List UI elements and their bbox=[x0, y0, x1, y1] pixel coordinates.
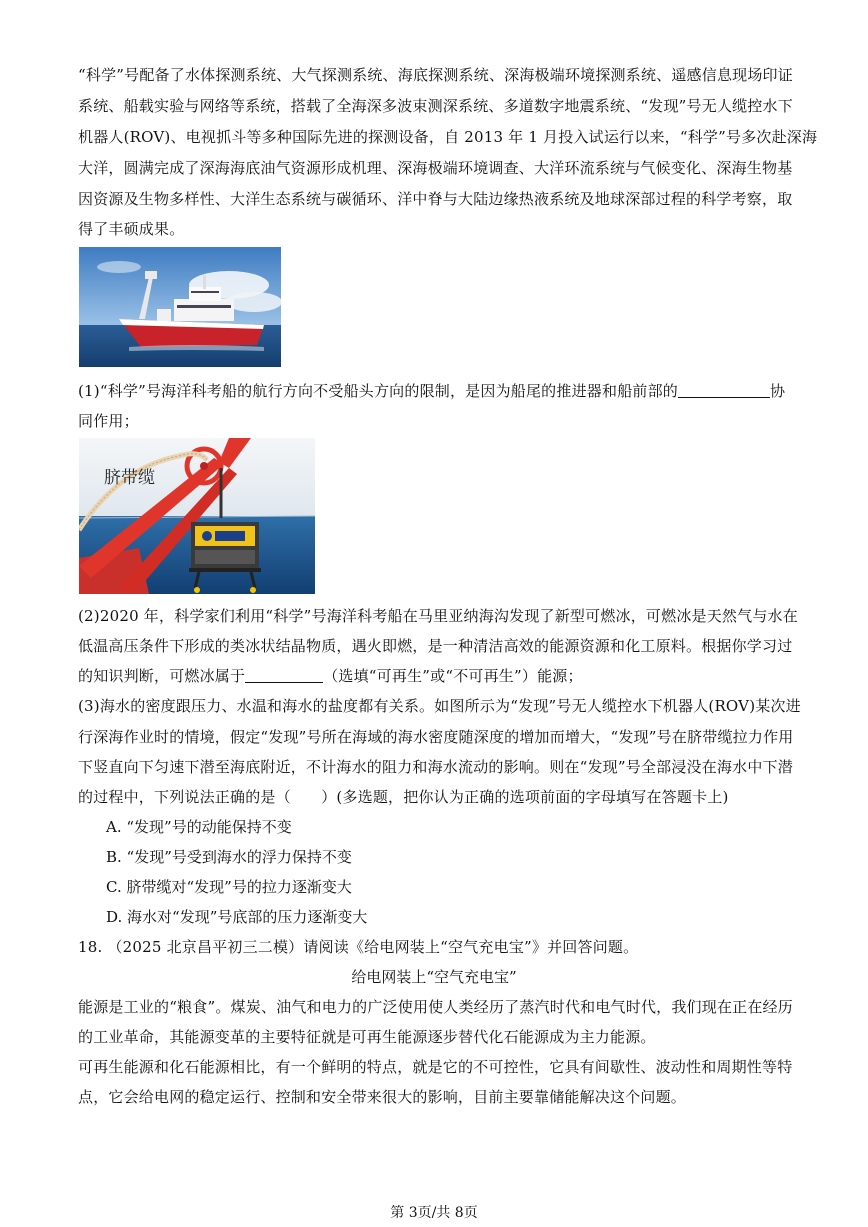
intro-line-5: 因资源及生物多样性、大洋生态系统与碳循环、洋中脊与大陆边缘热液系统及地球深部过程的科学考察，取 bbox=[78, 190, 793, 208]
q2-line-1: (2)2020 年，科学家们利用“科学”号海洋科考船在马里亚纳海沟发现了新型可燃冰，可燃冰是天然气与水在 bbox=[78, 607, 798, 625]
article-title: 给电网装上“空气充电宝” bbox=[351, 968, 517, 986]
q3-option-d[interactable]: D. 海水对“发现”号底部的压力逐渐变大 bbox=[106, 908, 368, 926]
q2-line-3 bbox=[78, 661, 583, 691]
q3-line-1: (3)海水的密度跟压力、水温和海水的盐度都有关系。如图所示为“发现”号无人缆控水下机器人(ROV)某次进 bbox=[78, 697, 801, 715]
q1-text-before-blank: (1)“科学”号海洋科考船的航行方向不受船头方向的限制，是因为船尾的推进器和船前部的 bbox=[78, 382, 678, 400]
article-p1-line-2: 的工业革命，其能源变革的主要特征就是可再生能源逐步替代化石能源成为主力能源。 bbox=[78, 1028, 656, 1046]
q3-line-3: 下竖直向下匀速下潜至海底附近，不计海水的阻力和海水流动的影响。则在“发现”号全部浸没在海水中下潜 bbox=[78, 758, 793, 776]
q18-header: 18. （2025 北京昌平初三二模）请阅读《给电网装上“空气充电宝”》并回答问题。 bbox=[78, 938, 639, 956]
research-ship-photo bbox=[79, 247, 281, 367]
article-p2-line-2: 点，它会给电网的稳定运行、控制和安全带来很大的影响，目前主要靠储能解决这个问题。 bbox=[78, 1088, 687, 1106]
article-p1-line-1: 能源是工业的“粮食”。煤炭、油气和电力的广泛使用使人类经历了蒸汽时代和电气时代，我们现在正在经历 bbox=[78, 998, 793, 1016]
q2-line-2: 低温高压条件下形成的类冰状结晶物质，遇火即燃，是一种清洁高效的能源资源和化工原料。根据你学习过 bbox=[78, 637, 793, 655]
rov-crane-photo bbox=[79, 438, 315, 594]
intro-line-1: “科学”号配备了水体探测系统、大气探测系统、海底探测系统、深海极端环境探测系统、遥感信息现场印证 bbox=[78, 66, 793, 84]
q2-answer-blank[interactable] bbox=[245, 664, 323, 683]
intro-line-3: 机器人(ROV)、电视抓斗等多种国际先进的探测设备，自 2013 年 1 月投入试运行以来，“科学”号多次赴深海 bbox=[78, 128, 818, 146]
intro-line-4: 大洋，圆满完成了深海海底油气资源形成机理、深海极端环境调查、大洋环流系统与气候变化、深海生物基 bbox=[78, 159, 793, 177]
q2-text-after-blank: （选填“可再生”或“不可再生”）能源； bbox=[323, 667, 583, 685]
q3-line-2: 行深海作业时的情境，假定“发现”号所在海域的海水密度随深度的增加而增大，“发现”号在脐带缆拉力作用 bbox=[78, 728, 794, 746]
q3-option-b[interactable]: B. “发现”号受到海水的浮力保持不变 bbox=[106, 848, 352, 866]
q2-text-before-blank: 的知识判断，可燃冰属于 bbox=[78, 667, 246, 685]
q3-option-a[interactable]: A. “发现”号的动能保持不变 bbox=[106, 818, 292, 836]
page-number: 第 3页/共 8页 bbox=[390, 1205, 478, 1221]
umbilical-cable-label: 脐带缆 bbox=[104, 468, 155, 488]
q1-line-1 bbox=[78, 376, 785, 406]
q1-text-after-blank: 协 bbox=[770, 382, 786, 400]
intro-line-6: 得了丰硕成果。 bbox=[78, 220, 185, 238]
q3-option-c[interactable]: C. 脐带缆对“发现”号的拉力逐渐变大 bbox=[106, 878, 352, 896]
q1-line-2: 同作用； bbox=[78, 412, 139, 430]
article-p2-line-1: 可再生能源和化石能源相比，有一个鲜明的特点，就是它的不可控性，它具有间歇性、波动性和周期性等特 bbox=[78, 1058, 793, 1076]
q3-line-4: 的过程中，下列说法正确的是（ ）(多选题，把你认为正确的选项前面的字母填写在答题卡上) bbox=[78, 788, 729, 806]
q1-answer-blank[interactable] bbox=[678, 379, 770, 398]
intro-line-2: 系统、船载实验与网络等系统，搭载了全海深多波束测深系统、多道数字地震系统、“发现”号无人缆控水下 bbox=[78, 97, 793, 115]
